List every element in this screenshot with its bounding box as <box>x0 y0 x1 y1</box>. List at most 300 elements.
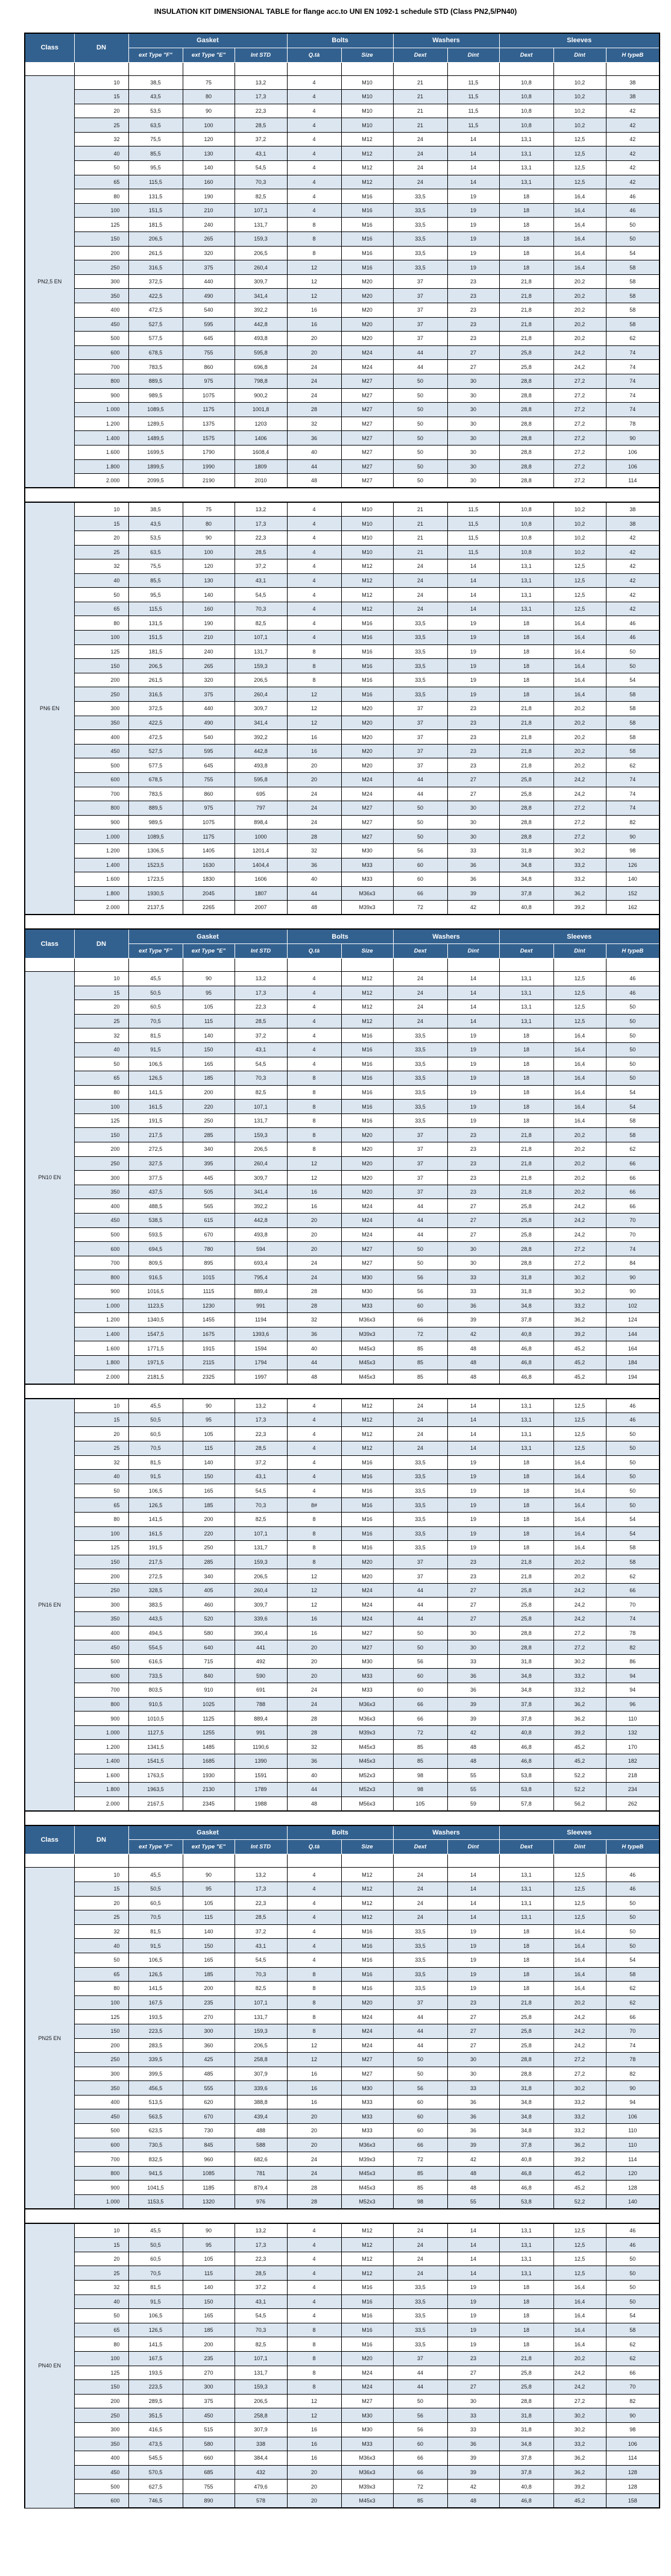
sleeve-dint: 20,2 <box>553 1171 606 1185</box>
sleeve-dint: 16,4 <box>553 1526 606 1541</box>
dn-value: 10 <box>74 1868 128 1882</box>
washer-dext: 85 <box>393 2181 447 2195</box>
washer-dext: 50 <box>393 474 447 488</box>
gasket-ext-f: 1127,5 <box>128 1725 183 1740</box>
gasket-ext-e: 140 <box>183 161 235 175</box>
sleeve-dext: 46,8 <box>499 1740 553 1754</box>
sleeve-h-typeb: 50 <box>606 2252 660 2266</box>
table-row-PN16EN-dn400 <box>25 1626 660 1640</box>
sleeve-dint: 20,2 <box>553 716 606 730</box>
gasket-ext-f: 53,5 <box>128 531 183 545</box>
gasket-ext-e: 90 <box>183 1399 235 1413</box>
spacer-cell <box>447 62 499 75</box>
gasket-ext-e: 240 <box>183 218 235 232</box>
sleeve-h-typeb: 70 <box>606 1227 660 1242</box>
bolts-qty: 36 <box>287 431 341 446</box>
sleeve-dint: 20,2 <box>553 1156 606 1171</box>
gasket-ext-e: 595 <box>183 317 235 332</box>
gasket-ext-f: 191,5 <box>128 1541 183 1555</box>
gasket-int-std: 107,1 <box>235 203 287 218</box>
gasket-ext-f: 1153,5 <box>128 2195 183 2209</box>
bolts-size: M27 <box>341 445 393 459</box>
gasket-int-std: 1194 <box>235 1313 287 1327</box>
washer-dint: 39 <box>447 2465 499 2480</box>
bolts-size: M12 <box>341 1896 393 1910</box>
dn-value: 250 <box>74 1583 128 1598</box>
sleeve-h-typeb: 82 <box>606 815 660 830</box>
gasket-int-std: 991 <box>235 1725 287 1740</box>
washer-dint: 19 <box>447 2281 499 2295</box>
gasket-ext-e: 755 <box>183 345 235 360</box>
gasket-int-std: 260,4 <box>235 687 287 702</box>
bolts-qty: 36 <box>287 1327 341 1341</box>
gasket-ext-f: 161,5 <box>128 1526 183 1541</box>
gasket-ext-e: 1915 <box>183 1341 235 1356</box>
gasket-ext-f: 527,5 <box>128 317 183 332</box>
bolts-size: M52x3 <box>341 2195 393 2209</box>
washer-dint: 27 <box>447 2366 499 2380</box>
gasket-ext-f: 193,5 <box>128 2366 183 2380</box>
sleeve-h-typeb: 46 <box>606 1399 660 1413</box>
bolts-qty: 4 <box>287 146 341 161</box>
washer-dext: 24 <box>393 971 447 986</box>
gasket-int-std: 439,4 <box>235 2109 287 2124</box>
sleeve-h-typeb: 58 <box>606 260 660 275</box>
washer-dext: 50 <box>393 1256 447 1270</box>
sleeve-dint: 33,2 <box>553 872 606 887</box>
gasket-ext-e: 1990 <box>183 459 235 474</box>
washer-dint: 19 <box>447 1042 499 1057</box>
bolts-qty: 12 <box>287 1598 341 1612</box>
bolts-qty: 8 <box>287 246 341 260</box>
washer-dext: 33,5 <box>393 1982 447 1996</box>
sleeve-dext: 25,8 <box>499 773 553 787</box>
gasket-ext-e: 2190 <box>183 474 235 488</box>
gasket-int-std: 107,1 <box>235 1100 287 1114</box>
sleeve-dext: 34,8 <box>499 1669 553 1683</box>
dn-value: 1.200 <box>74 1740 128 1754</box>
sleeve-dext: 25,8 <box>499 1612 553 1627</box>
sleeve-h-typeb: 50 <box>606 1484 660 1498</box>
gasket-ext-e: 150 <box>183 1470 235 1484</box>
gasket-int-std: 1789 <box>235 1783 287 1797</box>
sleeve-dext: 13,1 <box>499 146 553 161</box>
sleeve-dext: 25,8 <box>499 2010 553 2024</box>
washer-dint: 30 <box>447 445 499 459</box>
washer-dext: 24 <box>393 1441 447 1455</box>
dn-value: 32 <box>74 1924 128 1939</box>
sleeve-dint: 39,2 <box>553 2480 606 2494</box>
washer-dint: 30 <box>447 2067 499 2081</box>
bolts-size: M56x3 <box>341 1797 393 1811</box>
washer-dint: 19 <box>447 631 499 645</box>
section-gap <box>25 915 660 929</box>
gasket-ext-e: 580 <box>183 1626 235 1640</box>
table-row-PN25EN-dn350 <box>25 289 660 303</box>
bolts-qty: 4 <box>287 971 341 986</box>
washer-dext: 56 <box>393 843 447 858</box>
sleeve-dint: 30,2 <box>553 2081 606 2096</box>
gasket-ext-f: 733,5 <box>128 1669 183 1683</box>
gasket-int-std: 159,3 <box>235 2380 287 2395</box>
gasket-int-std: 17,3 <box>235 986 287 1000</box>
dn-value: 50 <box>74 588 128 602</box>
dn-value: 600 <box>74 1242 128 1256</box>
sleeve-h-typeb: 140 <box>606 2195 660 2209</box>
bolts-size: M24 <box>341 2010 393 2024</box>
sleeve-dext: 13,1 <box>499 971 553 986</box>
sleeve-dext: 28,8 <box>499 2394 553 2408</box>
gasket-int-std: 1393,6 <box>235 1327 287 1341</box>
gasket-int-std: 28,5 <box>235 545 287 559</box>
sleeve-dext: 18 <box>499 189 553 204</box>
bolts-qty: 4 <box>287 1470 341 1484</box>
gasket-ext-f: 106,5 <box>128 1484 183 1498</box>
gasket-ext-e: 670 <box>183 2109 235 2124</box>
header-group-sleeves: Sleeves <box>499 929 660 943</box>
sleeve-h-typeb: 54 <box>606 673 660 687</box>
gasket-ext-e: 105 <box>183 1000 235 1015</box>
gasket-ext-e: 1320 <box>183 2195 235 2209</box>
sleeve-dint: 12,5 <box>553 573 606 588</box>
sleeve-dint: 52,2 <box>553 2195 606 2209</box>
dn-value: 125 <box>74 1541 128 1555</box>
sleeve-h-typeb: 144 <box>606 1327 660 1341</box>
gasket-int-std: 13,2 <box>235 75 287 90</box>
table-row-PN16EN-dn1600 <box>25 1768 660 1783</box>
dn-value: 150 <box>74 1555 128 1569</box>
gasket-ext-f: 115,5 <box>128 602 183 616</box>
header-group-washers: Washers <box>393 929 499 943</box>
gasket-int-std: 488 <box>235 2124 287 2138</box>
bolts-qty: 20 <box>287 2138 341 2152</box>
sleeve-h-typeb: 114 <box>606 2451 660 2466</box>
header-row-groups <box>25 929 660 943</box>
sleeve-h-typeb: 182 <box>606 1754 660 1769</box>
washer-dint: 19 <box>447 1071 499 1086</box>
sleeve-h-typeb: 42 <box>606 175 660 189</box>
gasket-ext-f: 206,5 <box>128 232 183 247</box>
washer-dext: 66 <box>393 2465 447 2480</box>
bolts-size: M30 <box>341 1654 393 1669</box>
gasket-int-std: 781 <box>235 2166 287 2181</box>
sleeve-dext: 34,8 <box>499 2437 553 2451</box>
washer-dext: 24 <box>393 559 447 574</box>
sleeve-h-typeb: 58 <box>606 303 660 318</box>
sleeve-h-typeb: 98 <box>606 2422 660 2437</box>
gasket-ext-e: 895 <box>183 1256 235 1270</box>
sleeve-dext: 37,8 <box>499 886 553 901</box>
sleeve-dext: 18 <box>499 203 553 218</box>
sleeve-dint: 33,2 <box>553 1669 606 1683</box>
gasket-ext-f: 60,5 <box>128 2252 183 2266</box>
sleeve-dint: 12,5 <box>553 1882 606 1896</box>
table-row-PN10EN-dn32 <box>25 1028 660 1043</box>
dn-value: 900 <box>74 2181 128 2195</box>
sleeve-h-typeb: 42 <box>606 146 660 161</box>
sleeve-dext: 25,8 <box>499 787 553 801</box>
gasket-ext-e: 160 <box>183 175 235 189</box>
washer-dext: 44 <box>393 2010 447 2024</box>
sleeve-dint: 45,2 <box>553 2493 606 2508</box>
gasket-ext-e: 285 <box>183 1555 235 1569</box>
gasket-ext-f: 50,5 <box>128 1882 183 1896</box>
sleeve-dext: 25,8 <box>499 1598 553 1612</box>
table-row-PN40EN-dn125 <box>25 2366 660 2380</box>
bolts-size: M33 <box>341 1299 393 1313</box>
washer-dint: 19 <box>447 616 499 631</box>
gasket-int-std: 788 <box>235 1697 287 1712</box>
sleeve-h-typeb: 50 <box>606 1071 660 1086</box>
sleeve-h-typeb: 58 <box>606 687 660 702</box>
bolts-qty: 4 <box>287 559 341 574</box>
washer-dint: 14 <box>447 161 499 175</box>
sleeve-dint: 12,5 <box>553 2223 606 2238</box>
washer-dext: 33,5 <box>393 1085 447 1100</box>
dn-value: 20 <box>74 531 128 545</box>
sleeve-dext: 13,1 <box>499 1427 553 1441</box>
washer-dext: 50 <box>393 2394 447 2408</box>
gasket-int-std: 70,3 <box>235 1967 287 1982</box>
sleeve-dint: 20,2 <box>553 1128 606 1142</box>
washer-dext: 60 <box>393 1299 447 1313</box>
spacer-row <box>25 1854 660 1868</box>
sleeve-dint: 45,2 <box>553 1341 606 1356</box>
bolts-qty: 12 <box>287 2408 341 2423</box>
table-row-PN16EN-dn25 <box>25 1441 660 1455</box>
gasket-ext-e: 490 <box>183 716 235 730</box>
gasket-ext-f: 783,5 <box>128 360 183 374</box>
bolts-size: M16 <box>341 616 393 631</box>
sleeve-h-typeb: 54 <box>606 1085 660 1100</box>
washer-dint: 23 <box>447 1185 499 1199</box>
table-row-PN40EN-dn10 <box>25 2223 660 2238</box>
gasket-ext-f: 45,5 <box>128 1868 183 1882</box>
sleeve-dext: 37,8 <box>499 1697 553 1712</box>
washer-dint: 23 <box>447 702 499 716</box>
table-row-PN10EN-dn800 <box>25 1270 660 1285</box>
washer-dext: 33,5 <box>393 1967 447 1982</box>
gasket-int-std: 159,3 <box>235 1128 287 1142</box>
gasket-ext-e: 150 <box>183 2294 235 2309</box>
dn-value: 600 <box>74 773 128 787</box>
bolts-size: M45x3 <box>341 1740 393 1754</box>
sleeve-dext: 34,8 <box>499 1299 553 1313</box>
bolts-size: M36x3 <box>341 2138 393 2152</box>
gasket-ext-f: 206,5 <box>128 659 183 673</box>
gasket-ext-f: 1699,5 <box>128 445 183 459</box>
header-sub-0: ext Type "F" <box>128 48 183 62</box>
table-row-PN10EN-dn1800 <box>25 1355 660 1370</box>
gasket-ext-f: 570,5 <box>128 2465 183 2480</box>
washer-dext: 44 <box>393 345 447 360</box>
gasket-int-std: 1001,8 <box>235 403 287 417</box>
sleeve-h-typeb: 50 <box>606 1057 660 1071</box>
bolts-size: M20 <box>341 1995 393 2010</box>
gasket-int-std: 392,2 <box>235 730 287 745</box>
gasket-ext-f: 217,5 <box>128 1128 183 1142</box>
gasket-ext-f: 131,5 <box>128 189 183 204</box>
gasket-ext-e: 405 <box>183 1583 235 1598</box>
gasket-ext-e: 845 <box>183 2138 235 2152</box>
bolts-qty: 8 <box>287 2366 341 2380</box>
table-row-PN25EN-dn1400 <box>25 431 660 446</box>
gasket-ext-e: 340 <box>183 1142 235 1157</box>
gasket-ext-f: 889,5 <box>128 801 183 816</box>
gasket-int-std: 594 <box>235 1242 287 1256</box>
sleeve-dint: 16,4 <box>553 1071 606 1086</box>
bolts-qty: 36 <box>287 858 341 872</box>
washer-dext: 21 <box>393 531 447 545</box>
header-sub-9: H typeB <box>606 1840 660 1854</box>
sleeve-dext: 21,8 <box>499 317 553 332</box>
washer-dext: 50 <box>393 374 447 388</box>
gasket-int-std: 107,1 <box>235 2351 287 2366</box>
gasket-int-std: 493,8 <box>235 758 287 773</box>
gasket-ext-f: 1341,5 <box>128 1740 183 1754</box>
sleeve-dext: 31,8 <box>499 1654 553 1669</box>
sleeve-dint: 45,2 <box>553 2166 606 2181</box>
header-sub-3: Q.tà <box>287 1840 341 1854</box>
gasket-int-std: 107,1 <box>235 1995 287 2010</box>
gasket-ext-e: 100 <box>183 545 235 559</box>
bolts-size: M16 <box>341 659 393 673</box>
sleeve-dint: 27,2 <box>553 445 606 459</box>
bolts-qty: 12 <box>287 687 341 702</box>
gasket-int-std: 13,2 <box>235 1868 287 1882</box>
washer-dext: 72 <box>393 1725 447 1740</box>
bolts-qty: 24 <box>287 787 341 801</box>
gasket-ext-e: 150 <box>183 1042 235 1057</box>
header-group-bolts: Bolts <box>287 929 393 943</box>
gasket-ext-e: 190 <box>183 189 235 204</box>
washer-dint: 36 <box>447 1299 499 1313</box>
table-row-PN10EN-dn1200 <box>25 1313 660 1327</box>
washer-dext: 21 <box>393 118 447 133</box>
gasket-ext-e: 210 <box>183 631 235 645</box>
bolts-qty: 16 <box>287 744 341 758</box>
gasket-int-std: 338 <box>235 2437 287 2451</box>
bolts-size: M20 <box>341 289 393 303</box>
dn-value: 20 <box>74 1427 128 1441</box>
bolts-size: M27 <box>341 431 393 446</box>
washer-dext: 37 <box>393 744 447 758</box>
table-row-PN25EN-dn600 <box>25 345 660 360</box>
sleeve-dext: 18 <box>499 1526 553 1541</box>
dn-value: 300 <box>74 1598 128 1612</box>
spacer-cell <box>235 1854 287 1868</box>
sleeve-dint: 27,2 <box>553 459 606 474</box>
washer-dint: 19 <box>447 1526 499 1541</box>
header-sub-4: Size <box>341 1840 393 1854</box>
gasket-ext-f: 941,5 <box>128 2166 183 2181</box>
washer-dint: 14 <box>447 986 499 1000</box>
bolts-qty: 4 <box>287 1412 341 1427</box>
sleeve-dint: 20,2 <box>553 274 606 289</box>
bolts-qty: 24 <box>287 815 341 830</box>
bolts-qty: 4 <box>287 1910 341 1925</box>
gasket-ext-e: 450 <box>183 2408 235 2423</box>
dn-value: 1.600 <box>74 445 128 459</box>
gasket-ext-e: 2115 <box>183 1355 235 1370</box>
sleeve-dint: 24,2 <box>553 360 606 374</box>
washer-dext: 66 <box>393 2138 447 2152</box>
gasket-ext-e: 270 <box>183 2366 235 2380</box>
sleeve-dext: 40,8 <box>499 901 553 915</box>
sleeve-dext: 18 <box>499 232 553 247</box>
washer-dint: 42 <box>447 901 499 915</box>
sleeve-dint: 30,2 <box>553 1285 606 1299</box>
gasket-int-std: 131,7 <box>235 1541 287 1555</box>
gasket-ext-e: 1485 <box>183 1740 235 1754</box>
bolts-size: M12 <box>341 573 393 588</box>
bolts-size: M12 <box>341 1427 393 1441</box>
sleeve-dint: 24,2 <box>553 1214 606 1228</box>
bolts-size: M30 <box>341 2408 393 2423</box>
sleeve-dext: 25,8 <box>499 1214 553 1228</box>
washer-dext: 21 <box>393 90 447 104</box>
table-row-PN16EN-dn1200 <box>25 1740 660 1754</box>
washer-dext: 98 <box>393 1783 447 1797</box>
dn-value: 1.200 <box>74 1313 128 1327</box>
bolts-qty: 4 <box>287 2309 341 2323</box>
sleeve-dint: 20,2 <box>553 730 606 745</box>
sleeve-dint: 24,2 <box>553 1598 606 1612</box>
bolts-size: M20 <box>341 730 393 745</box>
washer-dext: 24 <box>393 175 447 189</box>
gasket-int-std: 392,2 <box>235 1199 287 1214</box>
gasket-ext-e: 640 <box>183 1640 235 1655</box>
spacer-cell <box>553 62 606 75</box>
gasket-ext-f: 809,5 <box>128 1256 183 1270</box>
bolts-qty: 16 <box>287 2081 341 2096</box>
gasket-ext-e: 200 <box>183 1982 235 1996</box>
gasket-ext-f: 472,5 <box>128 303 183 318</box>
washer-dext: 33,5 <box>393 687 447 702</box>
gasket-ext-f: 126,5 <box>128 1071 183 1086</box>
sleeve-h-typeb: 84 <box>606 1256 660 1270</box>
gasket-int-std: 28,5 <box>235 1441 287 1455</box>
table-row-PN10EN-dn20 <box>25 1000 660 1015</box>
sleeve-dext: 13,1 <box>499 573 553 588</box>
bolts-qty: 8 <box>287 1512 341 1526</box>
washer-dint: 36 <box>447 858 499 872</box>
gasket-ext-f: 223,5 <box>128 2380 183 2395</box>
washer-dext: 24 <box>393 1014 447 1028</box>
bolts-size: M16 <box>341 232 393 247</box>
table-row-PN25EN-dn1000 <box>25 2195 660 2209</box>
washer-dint: 48 <box>447 2493 499 2508</box>
dn-value: 65 <box>74 1071 128 1086</box>
gasket-ext-e: 220 <box>183 1526 235 1541</box>
sleeve-h-typeb: 42 <box>606 104 660 118</box>
header-sub-4: Size <box>341 943 393 958</box>
sleeve-h-typeb: 90 <box>606 830 660 844</box>
washer-dint: 33 <box>447 2081 499 2096</box>
sleeve-dext: 18 <box>499 1100 553 1114</box>
bolts-size: M27 <box>341 2053 393 2067</box>
sleeve-dint: 36,2 <box>553 1712 606 1726</box>
gasket-int-std: 2007 <box>235 901 287 915</box>
gasket-ext-e: 505 <box>183 1185 235 1199</box>
gasket-int-std: 107,1 <box>235 1526 287 1541</box>
sleeve-dint: 27,2 <box>553 431 606 446</box>
washer-dint: 11,5 <box>447 90 499 104</box>
washer-dext: 21 <box>393 502 447 517</box>
dn-value: 25 <box>74 1014 128 1028</box>
gasket-ext-e: 445 <box>183 1171 235 1185</box>
table-row-PN16EN-dn350 <box>25 1612 660 1627</box>
